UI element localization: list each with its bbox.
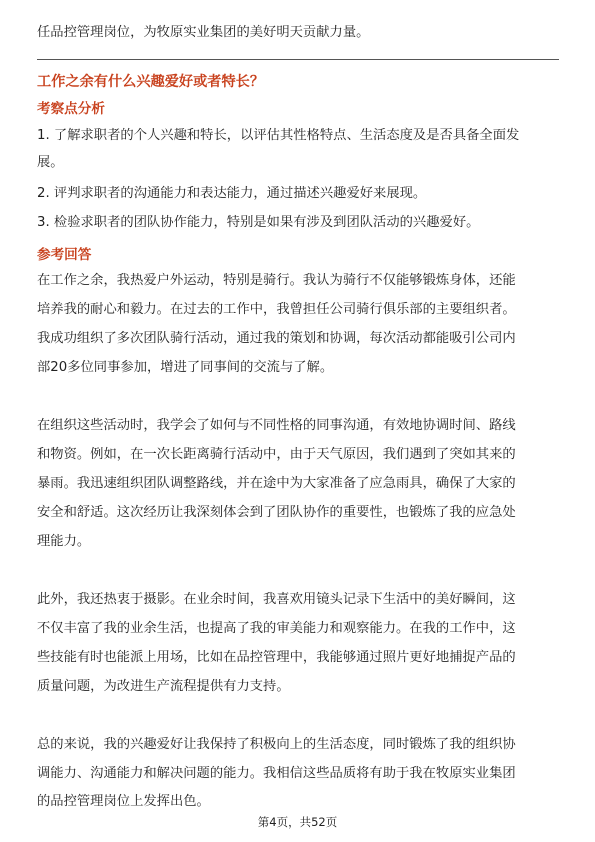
analysis-heading: 考察点分析 <box>37 101 105 117</box>
answer-paragraph-line: 质量问题，为改进生产流程提供有力支持。 <box>37 679 290 694</box>
answer-paragraph-line: 部20多位同事参加，增进了同事间的交流与了解。 <box>37 360 334 375</box>
analysis-item-line: 1. 了解求职者的个人兴趣和特长，以评估其性格特点、生活态度及是否具备全面发 <box>37 128 520 143</box>
question-heading: 工作之余有什么兴趣爱好或者特长？ <box>37 74 265 90</box>
answer-paragraph-line: 不仅丰富了我的业余生活，也提高了我的审美能力和观察能力。在我的工作中，这 <box>37 621 516 636</box>
answer-paragraph-line: 和物资。例如，在一次长距离骑行活动中，由于天气原因，我们遇到了突如其来的 <box>37 447 516 462</box>
analysis-item-line: 2. 评判求职者的沟通能力和表达能力，通过描述兴趣爱好来展现。 <box>37 186 427 201</box>
answer-paragraph-line: 总的来说，我的兴趣爱好让我保持了积极向上的生活态度，同时锻炼了我的组织协 <box>37 737 516 752</box>
divider-rule <box>37 59 559 60</box>
answer-paragraph-line: 的品控管理岗位上发挥出色。 <box>37 794 210 809</box>
analysis-item-line: 3. 检验求职者的团队协作能力，特别是如果有涉及到团队活动的兴趣爱好。 <box>37 215 480 230</box>
answer-paragraph-line: 此外，我还热衷于摄影。在业余时间，我喜欢用镜头记录下生活中的美好瞬间，这 <box>37 592 516 607</box>
analysis-item-line: 展。 <box>37 155 64 170</box>
answer-paragraph-line: 培养我的耐心和毅力。在过去的工作中，我曾担任公司骑行俱乐部的主要组织者。 <box>37 302 516 317</box>
answer-paragraph-line: 在组织这些活动时，我学会了如何与不同性格的同事沟通，有效地协调时间、路线 <box>37 418 516 433</box>
answer-paragraph-line: 在工作之余，我热爱户外运动，特别是骑行。我认为骑行不仅能够锻炼身体，还能 <box>37 273 516 288</box>
answer-paragraph-line: 调能力、沟通能力和解决问题的能力。我相信这些品质将有助于我在牧原实业集团 <box>37 766 516 781</box>
answer-paragraph-line: 安全和舒适。这次经历让我深刻体会到了团队协作的重要性，也锻炼了我的应急处 <box>37 505 516 520</box>
answer-heading: 参考回答 <box>37 247 92 263</box>
answer-paragraph-line: 我成功组织了多次团队骑行活动，通过我的策划和协调，每次活动都能吸引公司内 <box>37 331 516 346</box>
answer-paragraph-line: 理能力。 <box>37 534 91 549</box>
answer-paragraph-line: 些技能有时也能派上用场，比如在品控管理中，我能够通过照片更好地捕捉产品的 <box>37 650 516 665</box>
page-number-footer: 第4页，共52页 <box>257 815 338 829</box>
top-text-line: 任品控管理岗位，为牧原实业集团的美好明天贡献力量。 <box>37 25 370 40</box>
answer-paragraph-line: 暴雨。我迅速组织团队调整路线，并在途中为大家准备了应急雨具，确保了大家的 <box>37 476 516 491</box>
